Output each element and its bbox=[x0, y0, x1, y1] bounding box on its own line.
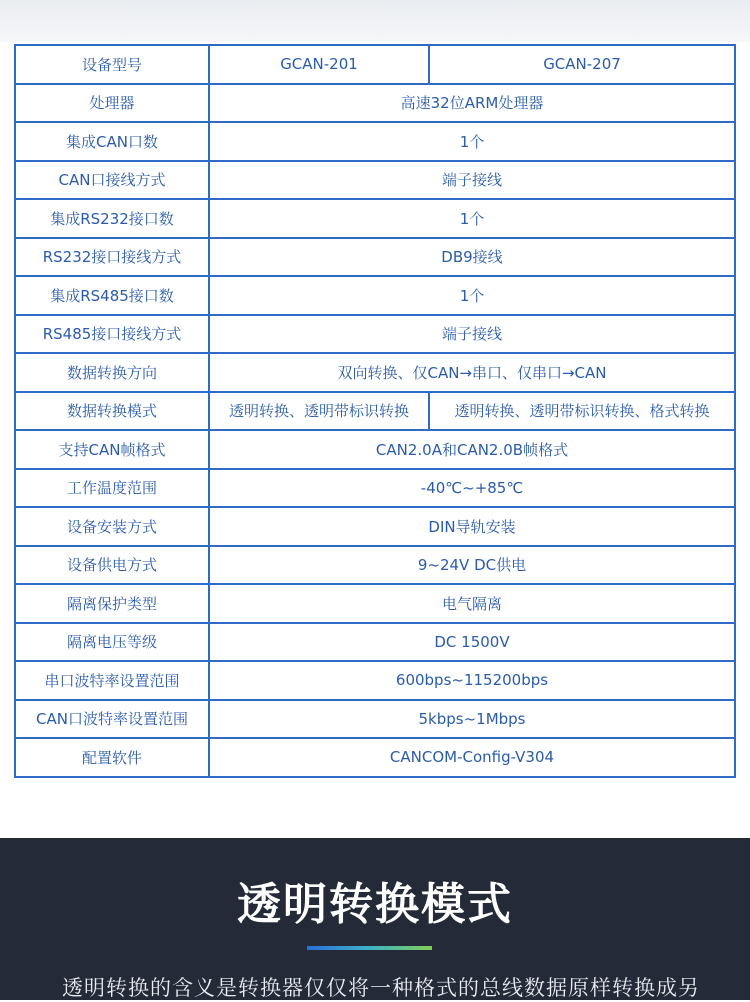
table-row bbox=[15, 738, 735, 777]
table-row bbox=[15, 84, 735, 123]
row-label: 设备安装方式 bbox=[15, 507, 209, 546]
row-label: CAN口波特率设置范围 bbox=[15, 700, 209, 739]
row-value: 端子接线 bbox=[209, 315, 735, 354]
table-row bbox=[15, 700, 735, 739]
row-value: DB9接线 bbox=[209, 238, 735, 277]
table-row bbox=[15, 507, 735, 546]
row-label: 隔离保护类型 bbox=[15, 584, 209, 623]
row-label: 集成CAN口数 bbox=[15, 122, 209, 161]
row-value: DC 1500V bbox=[209, 623, 735, 662]
row-label: 配置软件 bbox=[15, 738, 209, 777]
row-label: 设备型号 bbox=[15, 45, 209, 84]
row-label: 集成RS232接口数 bbox=[15, 199, 209, 238]
table-row bbox=[15, 276, 735, 315]
table-row bbox=[15, 392, 735, 431]
row-label: 数据转换方向 bbox=[15, 353, 209, 392]
title-underline bbox=[307, 946, 432, 950]
row-value: 5kbps~1Mbps bbox=[209, 700, 735, 739]
row-value-gcan-201: 透明转换、透明带标识转换 bbox=[209, 392, 429, 431]
table-row bbox=[15, 546, 735, 585]
row-value: 1个 bbox=[209, 122, 735, 161]
row-value: 1个 bbox=[209, 276, 735, 315]
section-description: 透明转换的含义是转换器仅仅将一种格式的总线数据原样转换成另 bbox=[62, 976, 700, 1000]
row-value-gcan-207: 透明转换、透明带标识转换、格式转换 bbox=[429, 392, 735, 431]
row-label: 支持CAN帧格式 bbox=[15, 430, 209, 469]
row-value: 双向转换、仅CAN→串口、仅串口→CAN bbox=[209, 353, 735, 392]
spec-table bbox=[14, 44, 736, 778]
row-value: 高速32位ARM处理器 bbox=[209, 84, 735, 123]
row-label: 处理器 bbox=[15, 84, 209, 123]
row-value: 1个 bbox=[209, 199, 735, 238]
table-row bbox=[15, 45, 735, 84]
table-row bbox=[15, 623, 735, 662]
row-label: 隔离电压等级 bbox=[15, 623, 209, 662]
row-value: -40℃~+85℃ bbox=[209, 469, 735, 508]
table-row bbox=[15, 430, 735, 469]
row-value: CANCOM-Config-V304 bbox=[209, 738, 735, 777]
table-row bbox=[15, 238, 735, 277]
row-value-gcan-207: GCAN-207 bbox=[429, 45, 735, 84]
row-label: 数据转换模式 bbox=[15, 392, 209, 431]
table-row bbox=[15, 469, 735, 508]
table-row bbox=[15, 315, 735, 354]
table-row bbox=[15, 199, 735, 238]
top-band bbox=[0, 0, 750, 42]
row-value: 电气隔离 bbox=[209, 584, 735, 623]
row-label: 集成RS485接口数 bbox=[15, 276, 209, 315]
table-row bbox=[15, 161, 735, 200]
row-value: CAN2.0A和CAN2.0B帧格式 bbox=[209, 430, 735, 469]
row-value: 600bps~115200bps bbox=[209, 661, 735, 700]
row-label: CAN口接线方式 bbox=[15, 161, 209, 200]
row-label: 工作温度范围 bbox=[15, 469, 209, 508]
section-title: 透明转换模式 bbox=[237, 879, 513, 930]
row-label: 设备供电方式 bbox=[15, 546, 209, 585]
row-label: 串口波特率设置范围 bbox=[15, 661, 209, 700]
row-value: DIN导轨安装 bbox=[209, 507, 735, 546]
row-label: RS485接口接线方式 bbox=[15, 315, 209, 354]
table-row bbox=[15, 353, 735, 392]
table-row bbox=[15, 122, 735, 161]
row-value: 端子接线 bbox=[209, 161, 735, 200]
table-row bbox=[15, 661, 735, 700]
table-row bbox=[15, 584, 735, 623]
row-value-gcan-201: GCAN-201 bbox=[209, 45, 429, 84]
row-value: 9~24V DC供电 bbox=[209, 546, 735, 585]
row-label: RS232接口接线方式 bbox=[15, 238, 209, 277]
